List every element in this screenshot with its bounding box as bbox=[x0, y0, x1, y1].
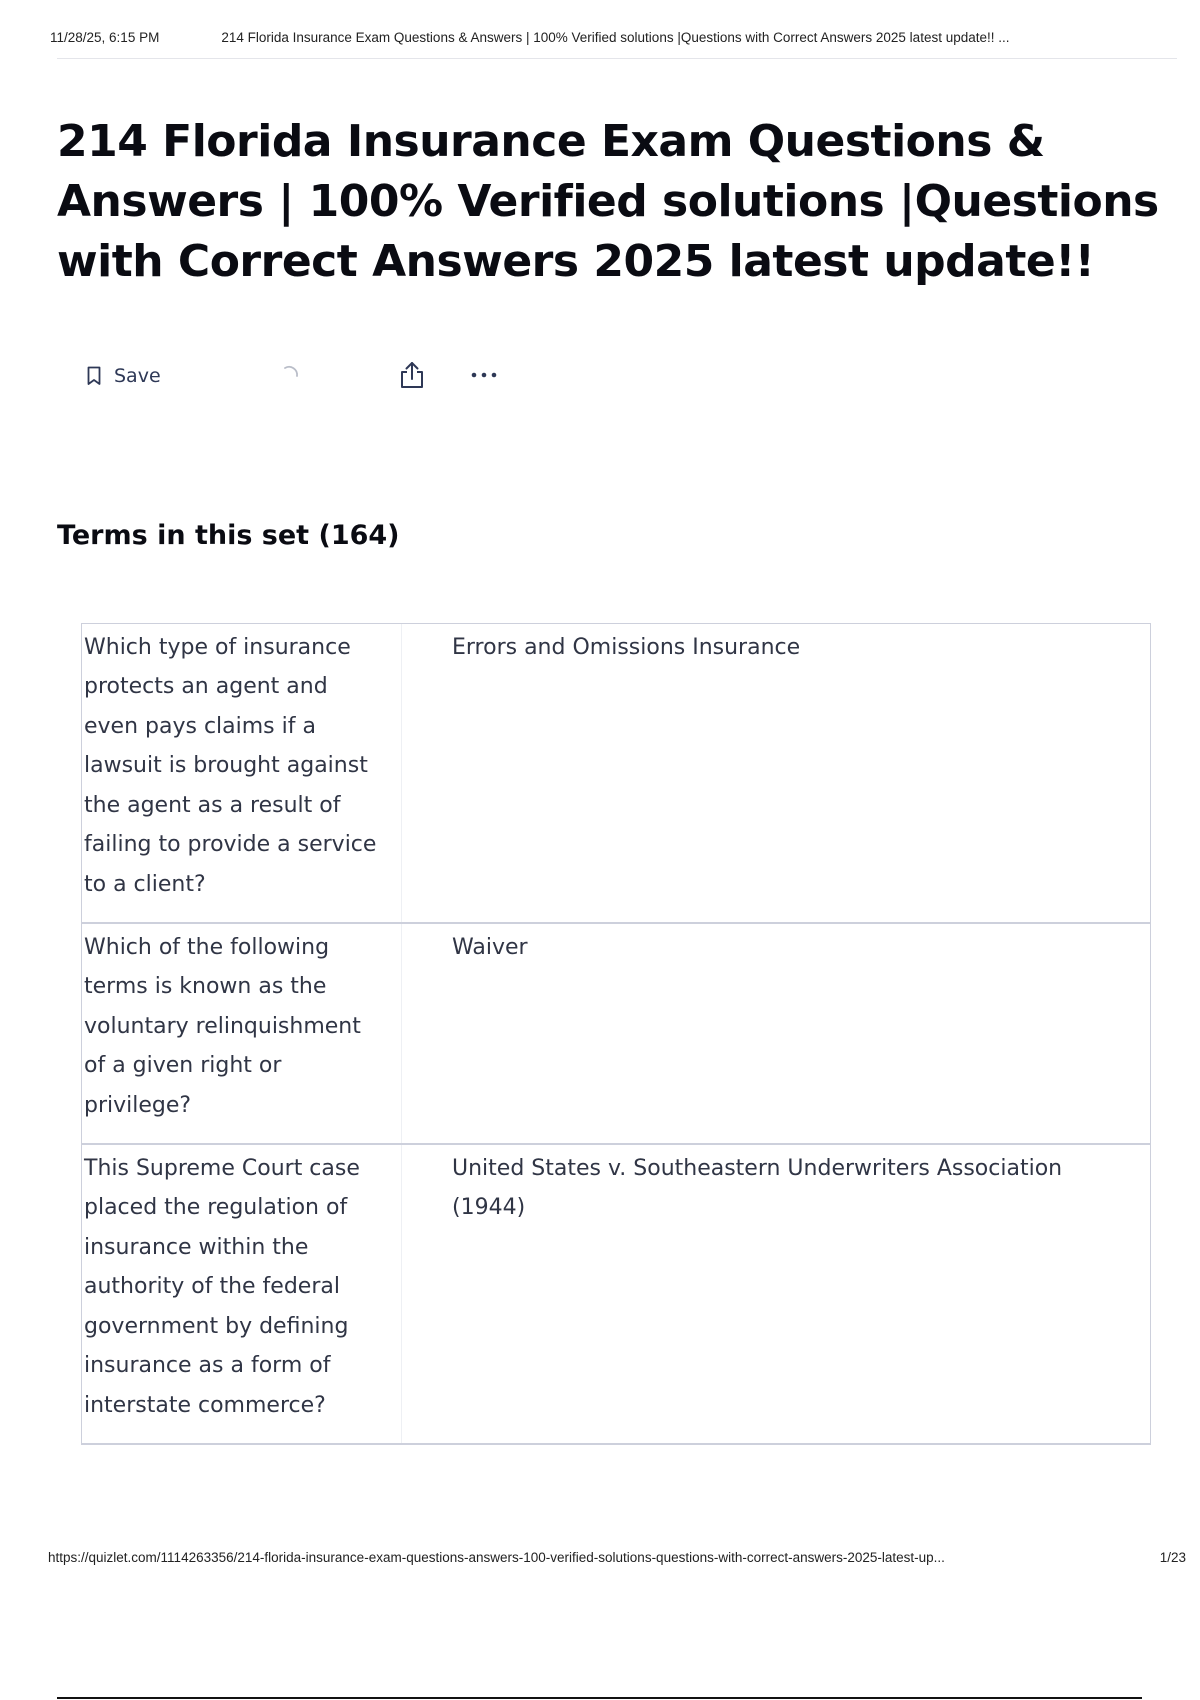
more-options-icon[interactable] bbox=[469, 360, 501, 390]
page-title: 214 Florida Insurance Exam Questions & Answers | 100% Verified solutions |Questions with Correct Answers 2025 latest update!! bbox=[57, 116, 1159, 287]
set-actions-toolbar bbox=[86, 360, 161, 392]
share-icon[interactable] bbox=[398, 360, 426, 390]
save-label: Save bbox=[114, 365, 161, 387]
term-card bbox=[81, 1144, 1151, 1446]
definition-text: Waiver bbox=[452, 934, 528, 960]
page-number: 1/23 bbox=[1159, 1550, 1186, 1565]
print-datetime: 11/28/25, 6:15 PM bbox=[50, 30, 160, 45]
loading-spinner-icon bbox=[278, 362, 302, 386]
print-document-title: 214 Florida Insurance Exam Questions & Answers | 100% Verified solutions |Questions with Correct Answers 2025 latest update!! ... bbox=[221, 30, 1010, 45]
print-header bbox=[50, 30, 1180, 45]
bottom-divider bbox=[57, 1697, 1142, 1699]
definition-text: United States v. Southeastern Underwriters Association (1944) bbox=[452, 1155, 1063, 1220]
term-text: Which type of insurance protects an agent and even pays claims if a lawsuit is brought against the agent as a result of failing to provide a service to a client? bbox=[82, 624, 402, 923]
definition-text: Errors and Omissions Insurance bbox=[452, 634, 801, 660]
bookmark-icon bbox=[86, 366, 102, 386]
term-card bbox=[81, 923, 1151, 1146]
term-card bbox=[81, 623, 1151, 925]
page-url: https://quizlet.com/1114263356/214-florida-insurance-exam-questions-answers-100-verified-solutions-questions-with-correct-answers-2025-latest-up... bbox=[48, 1550, 945, 1565]
terms-count-heading: Terms in this set (164) bbox=[57, 520, 400, 551]
term-text: Which of the following terms is known as the voluntary relinquishment of a given right or privilege? bbox=[82, 924, 402, 1144]
print-footer bbox=[48, 1550, 1186, 1565]
terms-list bbox=[81, 624, 1151, 1445]
save-button[interactable] bbox=[86, 365, 161, 387]
header-divider bbox=[57, 58, 1177, 59]
term-text: This Supreme Court case placed the regulation of insurance within the authority of the federal government by defining insurance as a form of interstate commerce? bbox=[82, 1145, 402, 1444]
